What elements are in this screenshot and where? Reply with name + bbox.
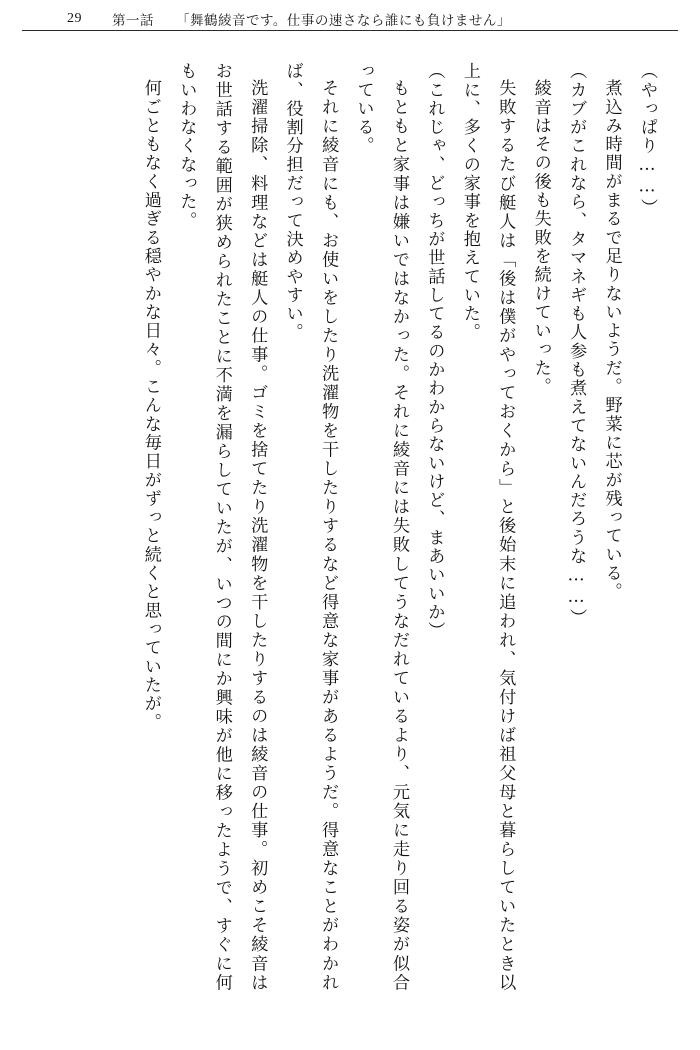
paragraph: それに綾音にも、お使いをしたり洗濯物を干したりするなど得意な家事があるようだ。得意なことがわかれば、役割分担だって決めやすい。 [282, 62, 339, 992]
page-number: 29 [67, 11, 82, 26]
paragraph: 洗濯掃除、料理などは艇人の仕事。ゴミを捨てたり洗濯物を干したりするのは綾音の仕事。初めこそ綾音はお世話する範囲が狭められたことに不満を漏らしていたが、いつの間にか興味が他に移ったようで、すぐに何もいわなくなった。 [176, 62, 268, 992]
paragraph: 煮込み時間がまるで足りないようだ。野菜に芯が残っている。 [601, 79, 622, 602]
chapter-title: 「舞鶴綾音です。仕事の速さなら誰にも負けません」 [176, 13, 511, 28]
body-text-area [40, 62, 664, 992]
chapter-label: 第一話 [112, 13, 154, 28]
paragraph: （カブがこれなら、タマネギも人参も煮えてないんだろうな……） [566, 62, 587, 628]
vertical-text-block [40, 62, 664, 992]
paragraph: 失敗するたび艇人は「後は僕がやっておくから」と後始末に追われ、気付けば祖父母と暮らしていたとき以上に、多くの家事を抱えていた。 [459, 62, 516, 992]
header-divider [22, 30, 678, 31]
paragraph: もともと家事は嫌いではなかった。それに綾音には失敗してうなだれているより、元気に走り回る姿が似合っている。 [353, 62, 409, 992]
running-head [0, 6, 700, 32]
paragraph: （これじゃ、どっちが世話してるのかわからないけど、まあいいか） [424, 62, 445, 641]
paragraph: （やっぱり……） [637, 62, 657, 217]
paragraph: 綾音はその後も失敗を続けていった。 [530, 79, 551, 397]
paragraph: 何ごともなく過ぎる穏やかな日々。こんな毎日がずっと続くと思っていたが。 [140, 79, 161, 732]
